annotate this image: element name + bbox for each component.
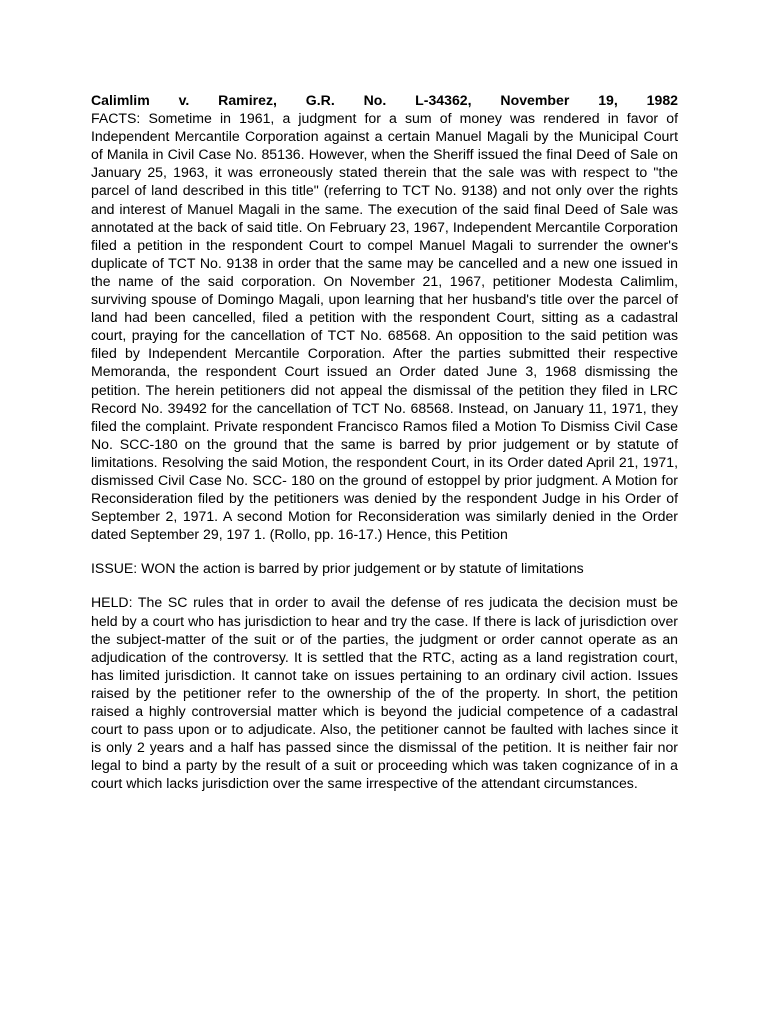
case-title: Calimlim v. Ramirez, G.R. No. L-34362, November 19, 1982 bbox=[91, 92, 678, 108]
document-page bbox=[91, 91, 678, 792]
paragraph-spacer bbox=[91, 543, 678, 559]
paragraph-spacer bbox=[91, 577, 678, 593]
issue-paragraph: ISSUE: WON the action is barred by prior judgement or by statute of limitations bbox=[91, 560, 584, 577]
held-paragraph: HELD: The SC rules that in order to avail the defense of res judicata the decision must be held by a court who has jurisdiction to hear and try the case. If there is lack of jurisdiction over the subject-matter of the suit or of the parties, the judgment or order cannot operate as an adjudication of the controversy. It is settled that the RTC, acting as a land registration court, has limited jurisdiction. It cannot take on issues pertaining to an ordinary civil action. Issues raised by the petitioner refer to the ownership of the of the property. In short, the petition raised a highly controversial matter which is beyond the judicial competence of a cadastral court to pass upon or to adjudicate. Also, the petitioner cannot be faulted with laches since it is only 2 years and a half has passed since the dismissal of the petition. It is neither fair nor legal to bind a party by the result of a suit or proceeding which was taken cognizance of in a court which lacks jurisdiction over the same irrespective of the attendant circumstances. bbox=[91, 594, 678, 792]
facts-paragraph: FACTS: Sometime in 1961, a judgment for a sum of money was rendered in favor of Independent Mercantile Corporation against a certain Manuel Magali by the Municipal Court of Manila in Civil Case No. 85136. However, when the Sheriff issued the final Deed of Sale on January 25, 1963, it was erroneously stated therein that the sale was with respect to "the parcel of land described in this title" (referring to TCT No. 9138) and not only over the rights and interest of Manuel Magali in the same. The execution of the said final Deed of Sale was annotated at the back of said title. On February 23, 1967, Independent Mercantile Corporation filed a petition in the respondent Court to compel Manuel Magali to surrender the owner's duplicate of TCT No. 9138 in order that the same may be cancelled and a new one issued in the name of the said corporation. On November 21, 1967, petitioner Modesta Calimlim, surviving spouse of Domingo Magali, upon learning that her husband's title over the parcel of land had been cancelled, filed a petition with the respondent Court, sitting as a cadastral court, praying for the cancellation of TCT No. 68568. An opposition to the said petition was filed by Independent Mercantile Corporation. After the parties submitted their respective Memoranda, the respondent Court issued an Order dated June 3, 1968 dismissing the petition. The herein petitioners did not appeal the dismissal of the petition they filed in LRC Record No. 39492 for the cancellation of TCT No. 68568. Instead, on January 11, 1971, they filed the complaint. Private respondent Francisco Ramos filed a Motion To Dismiss Civil Case No. SCC-180 on the ground that the same is barred by prior judgement or by statute of limitations. Resolving the said Motion, the respondent Court, in its Order dated April 21, 1971, dismissed Civil Case No. SCC- 180 on the ground of estoppel by prior judgment. A Motion for Reconsideration filed by the petitioners was denied by the respondent Judge in his Order of September 2, 1971. A second Motion for Reconsideration was similarly denied in the Order dated September 29, 197 1. (Rollo, pp. 16-17.) Hence, this Petition bbox=[91, 110, 678, 543]
